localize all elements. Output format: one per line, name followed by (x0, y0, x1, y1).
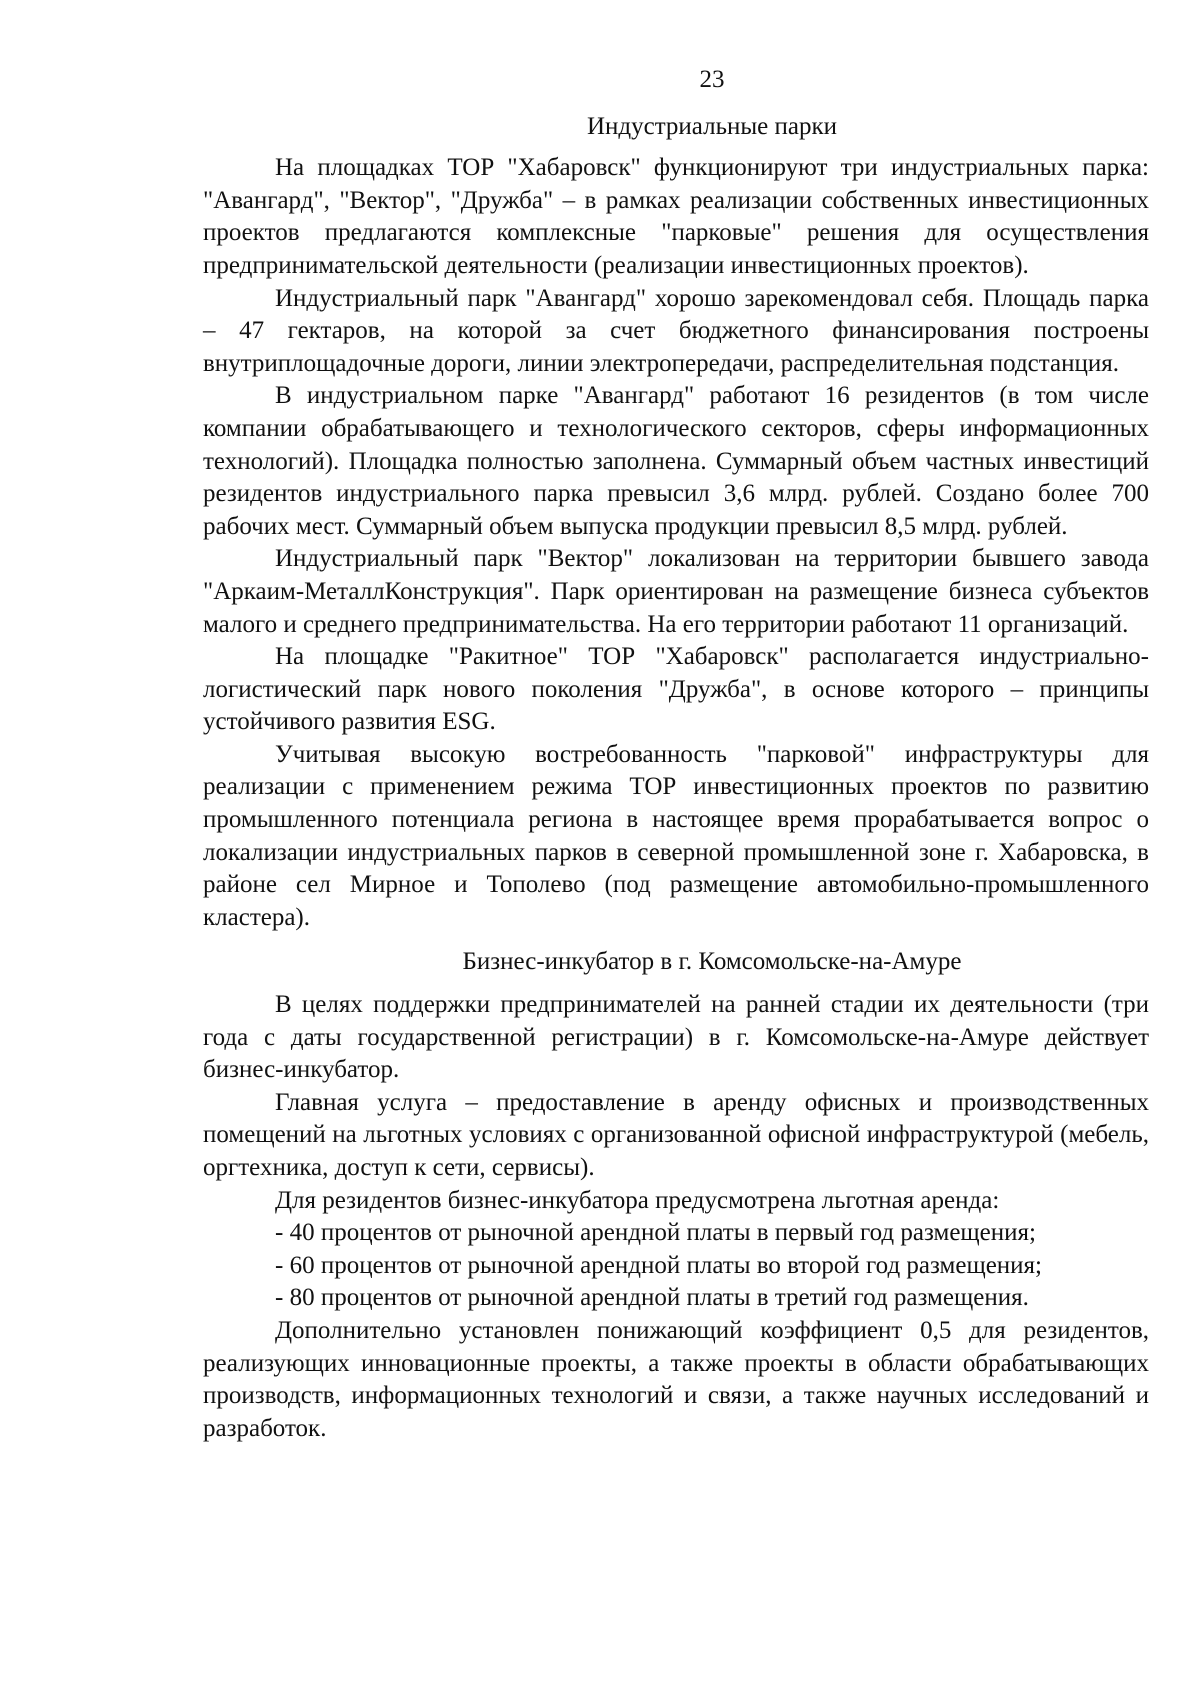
page-number: 23 (699, 66, 725, 93)
paragraph: На площадках ТОР "Хабаровск" функционируют три индустриальных парка: "Авангард", "Вектор", "Дружба" – в рамках реализации собственных инвестиционных проектов предлагаются комплексные "парковые" решения для осуществления предпринимательской деятельности (реализации инвестиционных проектов). (203, 154, 1149, 279)
paragraph: Для резидентов бизнес-инкубатора предусмотрена льготная аренда: (275, 1186, 1000, 1214)
paragraph: На площадке "Ракитное" ТОР "Хабаровск" располагается индустриально-логистический парк нового поколения "Дружба", в основе которого – принципы устойчивого развития ESG. (203, 643, 1149, 736)
list-item: - 80 процентов от рыночной арендной платы в третий год размещения. (275, 1284, 1029, 1312)
closing-paragraph: Дополнительно установлен понижающий коэффициент 0,5 для резидентов, реализующих инновационные проекты, а также проекты в области обрабатывающих производств, информационных технологий и связи, а также научных исследований и разработок. (203, 1316, 1149, 1442)
paragraph: Главная услуга – предоставление в аренду офисных и производственных помещений на льготных условиях с организованной офисной инфраструктурой (мебель, оргтехника, доступ к сети, сервисы). (203, 1088, 1149, 1181)
paragraph: В индустриальном парке "Авангард" работают 16 резидентов (в том числе компании обрабатывающего и технологического секторов, сферы информационных технологий). Площадка полностью заполнена. Суммарный объем частных инвестиций резидентов индустриального парка превысил 3,6 млрд. рублей. Создано более 700 рабочих мест. Суммарный объем выпуска продукции превысил 8,5 млрд. рублей. (203, 382, 1149, 540)
list-item: - 40 процентов от рыночной арендной платы в первый год размещения; (275, 1219, 1036, 1247)
section-title-industrial-parks: Индустриальные парки (586, 112, 838, 140)
paragraph: Учитывая высокую востребованность "парковой" инфраструктуры для реализации с применением режима ТОР инвестиционных проектов по развитию промышленного потенциала региона в настоящее время прорабатывается вопрос о локализации индустриальных парков в северной промышленной зоне г. Хабаровска, в районе сел Мирное и Тополево (под размещение автомобильно-промышленного кластера). (203, 740, 1149, 931)
paragraph: Индустриальный парк "Вектор" локализован на территории бывшего завода "Аркаим-МеталлКонструкция". Парк ориентирован на размещение бизнеса субъектов малого и среднего предпринимательства. На его территории работают 11 организаций. (203, 545, 1149, 638)
paragraph: В целях поддержки предпринимателей на ранней стадии их деятельности (три года с даты государственной регистрации) в г. Комсомольске-на-Амуре действует бизнес-инкубатор. (203, 991, 1149, 1084)
document-page (203, 64, 1149, 1445)
list-item: - 60 процентов от рыночной арендной платы во второй год размещения; (275, 1251, 1042, 1279)
paragraph: Индустриальный парк "Авангард" хорошо зарекомендовал себя. Площадь парка – 47 гектаров, на которой за счет бюджетного финансирования построены внутриплощадочные дороги, линии электропередачи, распределительная подстанция. (203, 284, 1149, 377)
section-title-business-incubator: Бизнес-инкубатор в г. Комсомольске-на-Амуре (462, 948, 962, 976)
